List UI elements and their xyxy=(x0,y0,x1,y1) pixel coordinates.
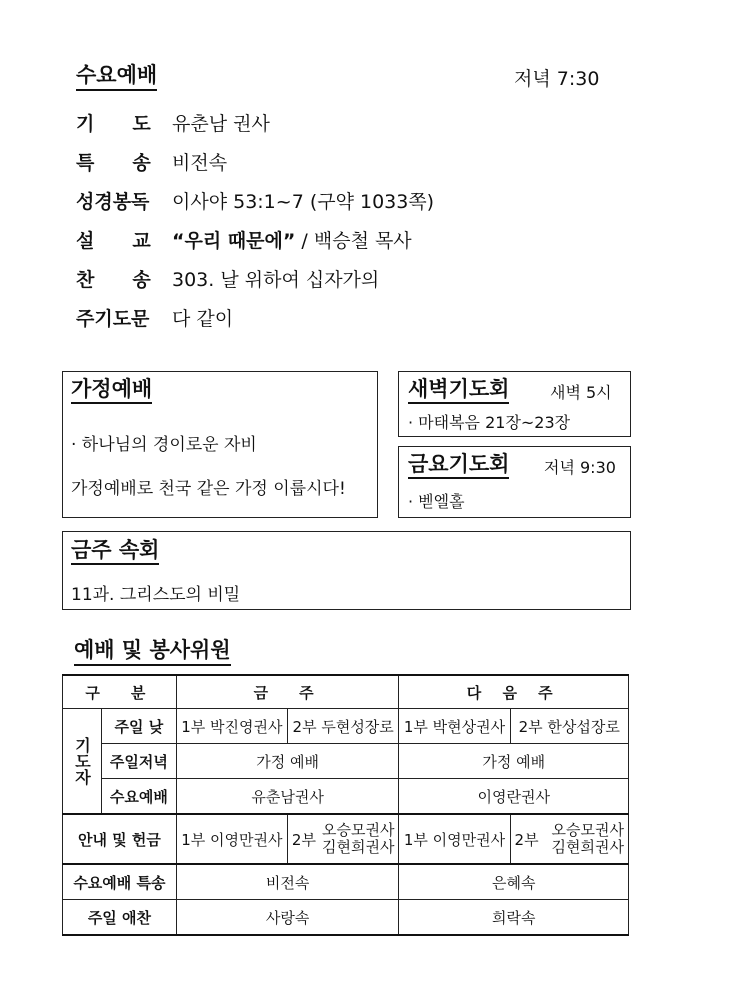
dawn-title: 새벽기도회 xyxy=(408,376,509,404)
header-next-week: 다 음 주 xyxy=(399,675,629,709)
wed-row-lords-prayer xyxy=(76,305,233,333)
next-week: 희락속 xyxy=(399,900,629,936)
row-label: 찬 송 xyxy=(76,269,151,291)
this-week: 가정 예배 xyxy=(176,744,399,779)
row-label: 주기도문 xyxy=(76,308,150,330)
prefix: 2부 xyxy=(291,830,316,849)
friday-line: · 벧엘홀 xyxy=(408,492,465,511)
wednesday-time: 저녁 7:30 xyxy=(514,68,600,90)
row-label: 안내 및 헌금 xyxy=(63,814,177,864)
row-value: 비전속 xyxy=(172,152,228,174)
this-week-1: 1부 이영만권사 xyxy=(176,814,287,864)
committee-title: 예배 및 봉사위원 xyxy=(74,637,231,666)
wed-row-hymn xyxy=(76,266,379,294)
this-week: 비전속 xyxy=(176,864,399,900)
next-week: 이영란권사 xyxy=(399,779,629,815)
dawn-time: 새벽 5시 xyxy=(550,383,612,402)
table-row xyxy=(63,709,629,744)
cell-line: 11과. 그리스도의 비밀 xyxy=(71,585,241,605)
wed-row-special xyxy=(76,149,227,177)
prayer-group-label: 기도자 xyxy=(63,709,102,815)
family-worship-box xyxy=(62,371,378,518)
row-label: 수요예배 특송 xyxy=(63,864,177,900)
this-week-1: 1부 박진영권사 xyxy=(176,709,287,744)
table-row xyxy=(63,814,629,864)
table-row xyxy=(63,744,629,779)
family-title: 가정예배 xyxy=(71,376,152,404)
row-value: 303. 날 위하여 십자가의 xyxy=(172,269,380,291)
names xyxy=(552,822,624,856)
sermon-title: “우리 때문에” xyxy=(172,230,296,252)
row-label: 주일 낮 xyxy=(102,709,177,744)
next-week-2: 2부 한상섭장로 xyxy=(510,709,628,744)
friday-time: 저녁 9:30 xyxy=(544,458,616,477)
row-value: 이사야 53:1~7 (구약 1033쪽) xyxy=(172,191,435,213)
next-week: 은혜속 xyxy=(399,864,629,900)
this-week-2 xyxy=(287,814,399,864)
row-label: 주일저녁 xyxy=(102,744,177,779)
next-week: 가정 예배 xyxy=(399,744,629,779)
wednesday-title: 수요예배 xyxy=(76,62,157,91)
row-label: 주일 애찬 xyxy=(63,900,177,936)
name-b: 김현희권사 xyxy=(551,838,624,856)
row-value: / 백승철 목사 xyxy=(295,230,412,252)
friday-prayer-box xyxy=(398,446,631,518)
dawn-prayer-box xyxy=(398,371,631,437)
cell-title: 금주 속회 xyxy=(71,537,159,565)
row-value: 유춘남 권사 xyxy=(172,113,270,135)
this-week: 사랑속 xyxy=(176,900,399,936)
table-row xyxy=(63,864,629,900)
table-header-row xyxy=(63,675,629,709)
name-a: 오승모권사 xyxy=(321,821,395,839)
header-this-week: 금 주 xyxy=(176,675,399,709)
next-week-2 xyxy=(510,814,628,864)
table-row xyxy=(63,779,629,815)
next-week-1: 1부 이영만권사 xyxy=(399,814,510,864)
family-line1: · 하나님의 경이로운 자비 xyxy=(71,435,257,455)
table-row xyxy=(63,900,629,936)
header-category: 구 분 xyxy=(63,675,177,709)
prefix: 2부 xyxy=(514,830,539,849)
row-label: 특 송 xyxy=(76,152,151,174)
row-label: 기 도 xyxy=(76,113,151,135)
next-week-1: 1부 박현상권사 xyxy=(399,709,510,744)
wed-row-reading xyxy=(76,188,434,216)
cell-meeting-box xyxy=(62,531,631,610)
row-label: 수요예배 xyxy=(102,779,177,815)
row-label: 성경봉독 xyxy=(76,191,150,213)
wed-row-prayer xyxy=(76,110,270,138)
friday-title: 금요기도회 xyxy=(408,451,509,479)
dawn-line: · 마태복음 21장~23장 xyxy=(408,413,571,432)
row-label: 설 교 xyxy=(76,230,151,252)
this-week-2: 2부 두현성장로 xyxy=(287,709,399,744)
row-value: 다 같이 xyxy=(172,308,234,330)
family-line2: 가정예배로 천국 같은 가정 이룹시다! xyxy=(71,479,346,499)
names xyxy=(322,822,394,856)
this-week: 유춘남권사 xyxy=(176,779,399,815)
committee-table xyxy=(62,674,629,936)
name-b: 김현희권사 xyxy=(321,838,395,856)
wed-row-sermon xyxy=(76,227,412,255)
name-a: 오승모권사 xyxy=(551,821,624,839)
